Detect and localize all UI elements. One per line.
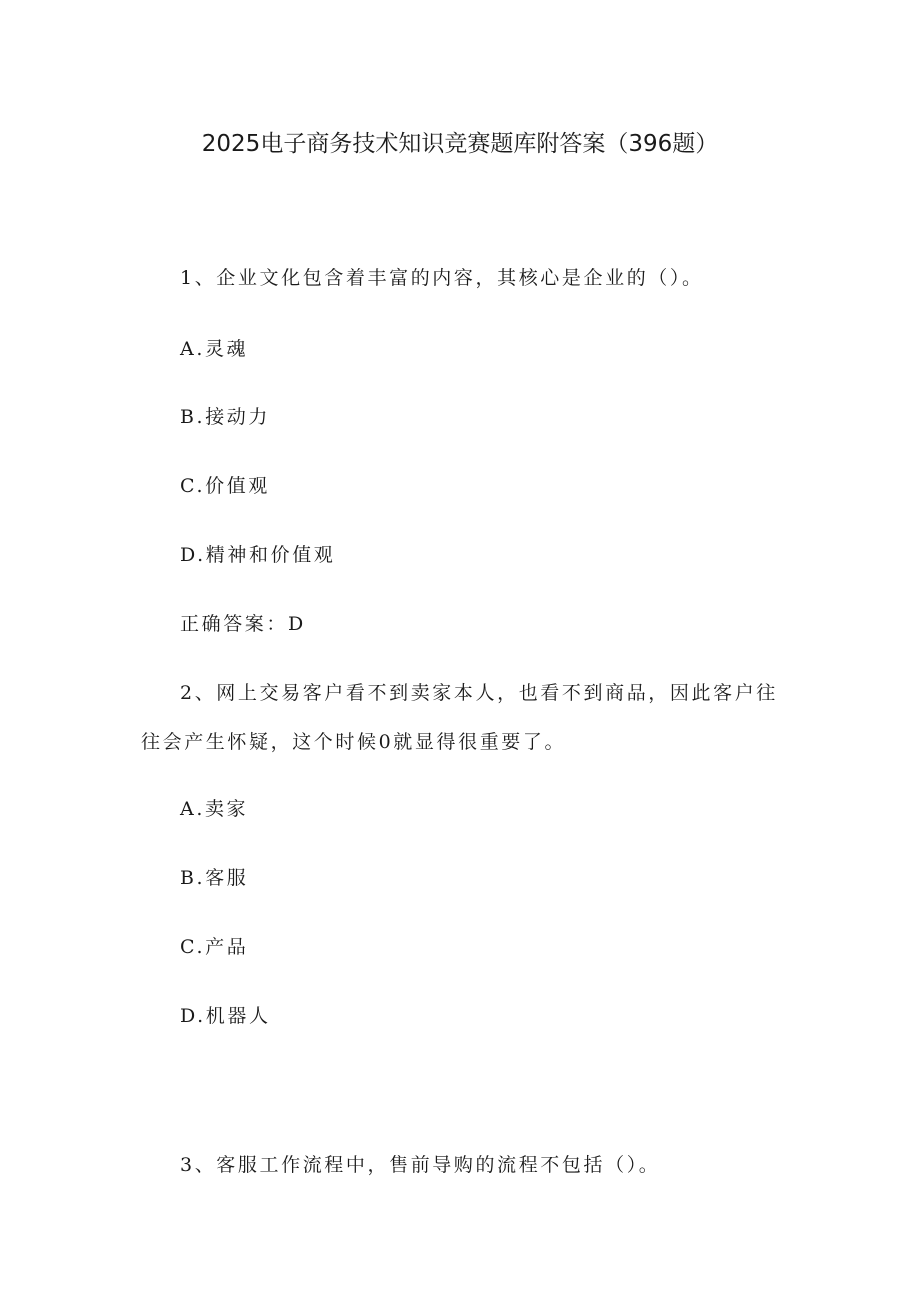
question-1-text: 1、企业文化包含着丰富的内容，其核心是企业的（）。 xyxy=(180,267,704,289)
question-2-option-d: D.机器人 xyxy=(180,1005,271,1027)
question-1-option-b: B.接动力 xyxy=(180,406,271,428)
question-2-text: 2、网上交易客户看不到卖家本人，也看不到商品，因此客户往 xyxy=(180,682,778,704)
question-1-answer: 正确答案：D xyxy=(180,613,306,635)
question-2-option-b: B.客服 xyxy=(180,867,249,889)
question-1-option-a: A.灵魂 xyxy=(180,338,249,360)
document-title: 2025电子商务技术知识竞赛题库附答案（396题） xyxy=(201,131,719,157)
question-1-option-d: D.精神和价值观 xyxy=(180,544,336,566)
question-2-option-a: A.卖家 xyxy=(180,798,249,820)
question-2-option-c: C.产品 xyxy=(180,936,249,958)
question-1-option-c: C.价值观 xyxy=(180,475,270,497)
question-3-text: 3、客服工作流程中，售前导购的流程不包括（）。 xyxy=(180,1154,661,1176)
question-2-text-continued: 往会产生怀疑，这个时候0就显得很重要了。 xyxy=(141,731,567,753)
